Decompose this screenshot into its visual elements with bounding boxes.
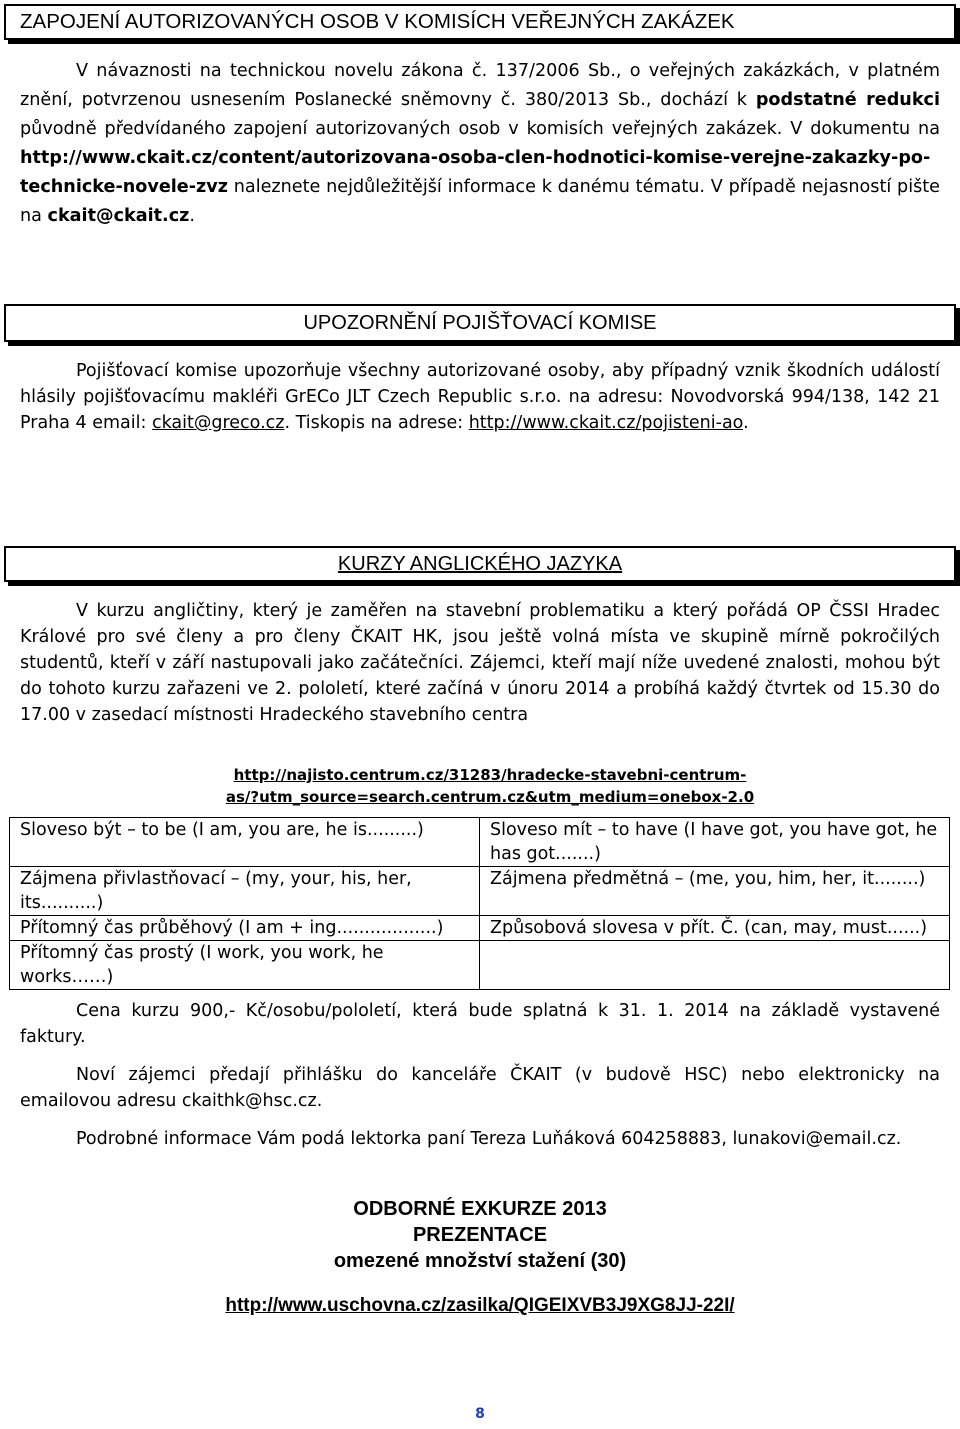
document-link[interactable]: http://www.ckait.cz/content/autorizovana-osoba-clen-hodnotici-komise-verejne-zakazky-po-technicke-novele-zvz [20, 148, 931, 197]
table-cell [480, 941, 950, 990]
table-cell: Přítomný čas prostý (I work, you work, he works……) [10, 941, 480, 990]
page-number: 8 [475, 1406, 485, 1422]
heading-text: KURZY ANGLICKÉHO JAZYKA [337, 553, 623, 575]
paragraph-new-applicants: Noví zájemci předají přihlášku do kanceláře ČKAIT (v budově HSC) nebo elektronicky na emailovou adresu ckaithk@hsc.cz. [20, 1065, 940, 1111]
email-link[interactable]: ckait@greco.cz [151, 413, 285, 433]
insurance-link[interactable]: http://www.ckait.cz/pojisteni-ao [468, 413, 744, 433]
paragraph-pojistovaci-komise: Pojišťovací komise upozorňuje všechny autorizované osoby, aby případný vznik škodních událostí hlásily pojišťovacímu makléři GrECo JLT Czech Republic s.r.o. na adresu: Novodvorská 994/138, 142 21 Praha 4 email: ckait@greco.cz. Tiskopis na adrese: http://www.ckait.cz/pojisteni-ao. [20, 361, 940, 433]
paragraph-price: Cena kurzu 900,- Kč/osobu/pololetí, která bude splatná k 31. 1. 2014 na základě vystavené faktury. [20, 1001, 940, 1047]
excursion-note: omezené množství stažení (30) [333, 1250, 627, 1272]
table-row [10, 941, 950, 990]
excursion-title: ODBORNÉ EXKURZE 2013 [353, 1198, 607, 1220]
table-cell: Sloveso mít – to have (I have got, you have got, he has got.......) [480, 818, 950, 867]
table-cell: Zájmena přivlastňovací – (my, your, his, her, its..........) [10, 867, 480, 916]
table-cell: Sloveso být – to be (I am, you are, he is.........) [10, 818, 480, 867]
paragraph-details: Podrobné informace Vám podá lektorka paní Tereza Luňáková 604258883, lunakovi@email.cz. [76, 1129, 902, 1149]
section-heading-kurzy-anglictiny [4, 546, 956, 582]
excursion-block [0, 1196, 960, 1274]
excursion-subtitle: PREZENTACE [412, 1224, 548, 1246]
paragraph-kurz-intro: V kurzu angličtiny, který je zaměřen na stavební problematiku a který pořádá OP ČSSI Hradec Králové pro své členy a pro členy ČKAIT HK, jsou ještě volná místa ve skupině mírně pokročilých studentů, kteří v září nastupovali jako začátečníci. Zájemci, kteří mají níže uvedené znalosti, mohou být do tohoto kurzu zařazeni ve 2. pololetí, které začíná v únoru 2014 a probíhá každý čtvrtek od 15.30 do 17.00 v zasedací místnosti Hradeckého stavebního centra [20, 601, 940, 725]
bold-text: podstatné redukci [755, 90, 940, 110]
section-heading-autorizovane-osoby [4, 4, 956, 40]
excursion-download-link[interactable]: http://www.uschovna.cz/zasilka/QIGEIXVB3J9XG8JJ-22I/ [225, 1295, 735, 1316]
table-row [10, 818, 950, 867]
course-link[interactable]: http://najisto.centrum.cz/31283/hradecke-stavebni-centrum- as/?utm_source=search.centrum.cz&utm_medium=onebox-2.0 [225, 766, 755, 806]
section-heading-pojistovaci-komise [4, 304, 956, 342]
table-row [10, 916, 950, 941]
heading-text: UPOZORNĚNÍ POJIŠŤOVACÍ KOMISE [303, 312, 657, 334]
email-link[interactable]: ckait@ckait.cz [47, 206, 190, 226]
table-row [10, 867, 950, 916]
table-cell: Přítomný čas průběhový (I am + ing..................) [10, 916, 480, 941]
table-cell: Způsobová slovesa v přít. Č. (can, may, must......) [480, 916, 950, 941]
table-cell: Zájmena předmětná – (me, you, him, her, it........) [480, 867, 950, 916]
grammar-table [9, 817, 950, 990]
heading-text: ZAPOJENÍ AUTORIZOVANÝCH OSOB V KOMISÍCH VEŘEJNÝCH ZAKÁZEK [20, 10, 735, 33]
paragraph-autorizovane-osoby: V návaznosti na technickou novelu zákona č. 137/2006 Sb., o veřejných zakázkách, v platném znění, potvrzenou usnesením Poslanecké sněmovny č. 380/2013 Sb., dochází k podstatné redukci původně předvídaného zapojení autorizovaných osob v komisích veřejných zakázek. V dokumentu na http://www.ckait.cz/content/autorizovana-osoba-clen-hodnotici-komise-verejne-zakazky-po-technicke-novele-zvz naleznete nejdůležitější informace k danému tématu. V případě nejasností pište na ckait@ckait.cz. [20, 61, 940, 226]
